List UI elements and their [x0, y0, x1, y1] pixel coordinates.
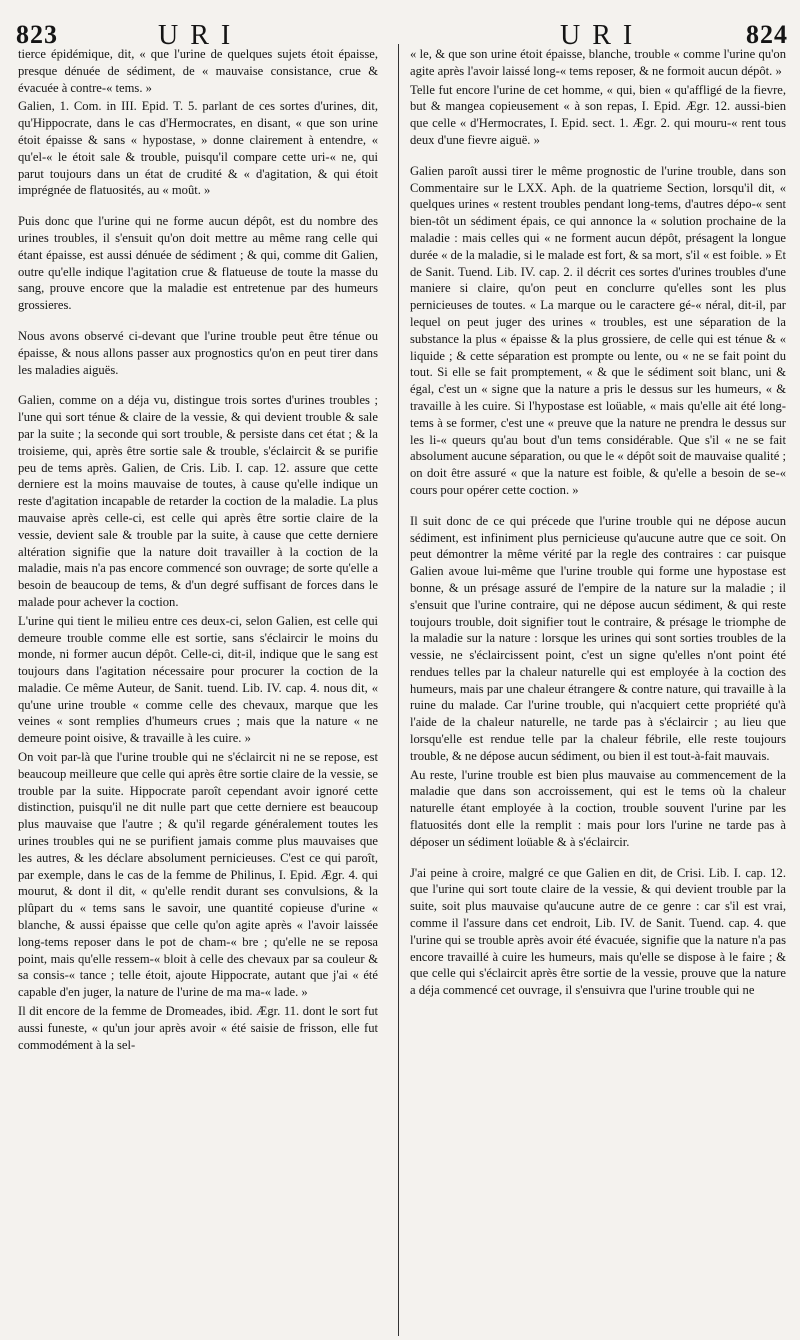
page-header [0, 10, 800, 51]
left-column [18, 46, 378, 1336]
paragraph: Au reste, l'urine trouble est bien plus mauvaise au commencement de la maladie que dans son accroissement, qui est le tems où la chaleur naturelle étant employée à la coction, trouble souvent l'urine par les flatuosités dont elle la remplit : mais pour lors l'urine ne tarde pas à déposer un sédiment loüable & à s'éclaircir. [410, 767, 786, 849]
left-page-number: 823 [16, 20, 58, 49]
paragraph: tierce épidémique, dit, « que l'urine de quelques sujets étoit épaisse, presque dénuée de sédiment, de « mauvaise consistance, crue & évacuée à contre-« tems. » [18, 47, 378, 95]
paragraph: L'urine qui tient le milieu entre ces deux-ci, selon Galien, est celle qui demeure trouble comme elle est sortie, sans s'éclaircir le moins du monde, ni former aucun dépôt. Celle-ci, dit-il, indique que le sang est toujours dans l'agitation nécessaire pour procurer la coction de la maladie. Ce même Auteur, de Sanit. tuend. Lib. IV. cap. 4. nous dit, « qu'une urine trouble « comme celle des chevaux, marque que les veines « sont remplies d'humeurs crues ; mais que la nature « ne demeure point oisive, & travaille à les cuire. » [18, 613, 378, 746]
left-running-head: URI [158, 20, 243, 51]
paragraph: Galien, comme on a déja vu, distingue trois sortes d'urines troubles ; l'une qui sort ténue & claire de la vessie, & qui devient trouble & sale par la suite ; la seconde qui sort trouble, & persiste dans cet état ; & la troisieme, qui, après être sortie sale & trouble, s'éclaircit & se purifie peu de tems après. Galien, de Cris. Lib. I. cap. 12. assure que cette derniere est la moins mauvaise de toutes, à cause qu'elle indique un reste d'agitation incapable de retarder la coction de la maladie. La plus mauvaise après celle-ci, est celle qui après être sortie claire de la vessie, devient sale & trouble par la suite, à cause que cette derniere altération signifie que la nature doit travailler à la coction de la maladie, mais n'a pas encore commencé son ouvrage; de sorte qu'elle a besoin de beaucoup de tems, & d'un degré suffisant de forces dans le malade pour achever la coction. [18, 393, 378, 609]
paragraph: Puis donc que l'urine qui ne forme aucun dépôt, est du nombre des urines troubles, il s'ensuit qu'on doit mettre au même rang celle qui étant épaisse, est aussi dénuée de sédiment ; & qui, comme dit Galien, outre qu'elle indique l'agitation crue & flatueuse de toute la masse du sang, prouve encore que la maladie est entretenue par des humeurs grossieres. [18, 214, 378, 313]
right-column [410, 46, 786, 1336]
paragraph: Galien paroît aussi tirer le même prognostic de l'urine trouble, dans son Commentaire sur le LXX. Aph. de la quatrieme Section, lorsqu'il dit, « quelques urines « restent troubles pendant long-tems, d'autres dépo-« sent bien-tôt un sédiment épais, ce qui annonce la « solution prochaine de la maladie : mais celles qui « ne forment aucun dépôt, présagent la longue durée « de la maladie, si le malade est fort, & sa mort, s'il « est foible. » Et de Sanit. Tuend. Lib. IV. cap. 2. il décrit ces sortes d'urines troubles d'une maniere si claire, qu'on peut en conclurre qu'elles sont les plus pernicieuses de toutes. « La marque ou le caractere gé-« néral, dit-il, par lequel on peut juger des urines « troubles, est une séparation de la substance la plus « épaisse & la plus grossiere, de celle qui est ténue & « liquide ; & cette séparation est prompte ou lente, ou « ne se fait point du tout. Si elle se fait promptement, « & que le sédiment soit blanc, uni & égal, c'est un « signe que la nature a pris le dessus sur les humeurs, « & travaille à les cuire. Si l'hypostase est loüable, « mais qu'elle ait été long-tems à se former, c'est une « preuve que la nature ne prendra le dessus sur les li-« queurs qu'au bout d'un tems considérable. Que s'il « ne se fait absolument aucune séparation, ou que le « dépôt soit de mauvaise qualité ; on doit être assuré « que la nature est foible, & qu'elle a besoin de se-« cours pour opérer cette coction. » [410, 163, 786, 497]
paragraph: Galien, 1. Com. in III. Epid. T. 5. parlant de ces sortes d'urines, dit, qu'Hippocrate, dans le cas d'Hermocrates, en disant, « que son urine étoit épaisse & sans « hypostase, » donne clairement à entendre, « qu'el-« le étoit sale & trouble, puisqu'il compare cette uri-« ne, qui parut toujours dans un état de crudité & « d'agitation, & qui étoit imprégnée de flatuosités, au « moût. » [18, 99, 378, 198]
right-page-number: 824 [746, 20, 788, 49]
paragraph: Nous avons observé ci-devant que l'urine trouble peut être ténue ou épaisse, & nous allons passer aux prognostics qu'on en peut tirer dans les maladies aiguës. [18, 328, 378, 377]
column-divider [398, 44, 399, 1336]
paragraph: J'ai peine à croire, malgré ce que Galien en dit, de Crisi. Lib. I. cap. 12. que l'urine qui sort toute claire de la vessie, & qui devient trouble par la suite, soit plus mauvaise qu'aucune autre de ce genre : car s'il est vrai, comme il l'assure dans cet endroit, Lib. IV. de Sanit. Tuend. cap. 4. que l'urine qui se trouble après avoir été évacuée, signifie que la nature n'a pas encore travaillé à cuire les humeurs, mais qu'elle se dispose à le faire ; & que celle qui s'éclaircit après être sortie de la vessie, prouve que la nature a déja commencé cet ouvrage, il s'ensuivra que l'urine trouble qui ne [410, 865, 786, 998]
paragraph: « le, & que son urine étoit épaisse, blanche, trouble « comme l'urine qu'on agite après l'avoir laissé long-« tems reposer, & ne formoit aucun dépôt. » [410, 47, 786, 78]
paragraph: On voit par-là que l'urine trouble qui ne s'éclaircit ni ne se repose, est beaucoup meilleure que celle qui après être sortie claire de la vessie, se trouble par la suite. Hippocrate paroît cependant avoir ignoré cette distinction, puisqu'il ne dit nulle part que cette derniere est beaucoup plus mauvaise que l'autre ; & qu'il regarde généralement toutes les urines troubles qui ne se purifient jamais comme plus mauvaises que les autres, & les déclare absolument pernicieuses. C'est ce qui paroît, par exemple, dans le cas de la femme de Philinus, I. Epid. Ægr. 4. qui mourut, & dont il dit, « qu'elle rendit durant ses convulsions, & la plûpart du « tems sans le savoir, une quantité copieuse d'urine « blanche, & aussi épaisse que celle qu'on agite après « l'avoir laissée long-tems reposer dans le pot de cham-« bre ; qu'elle ne se reposa point, mais qu'elle ressem-« bloit à celle des chevaux par sa couleur & sa consis-« tance ; telle étoit, ajoute Hippocrate, autant que j'ai « été capable d'en juger, la nature de l'urine de ma ma-« lade. » [18, 750, 378, 1000]
paragraph: Telle fut encore l'urine de cet homme, « qui, bien « qu'affligé de la fievre, but & mangea copieusement « à son repas, I. Epid. Ægr. 12. aussi-bien que celle « d'Hermocrates, I. Epid. sect. 1. Ægr. 2. qui mouru-« rent tous deux d'une fievre aiguë. » [410, 82, 786, 147]
right-running-head: URI [560, 20, 645, 51]
paragraph: Il suit donc de ce qui précede que l'urine trouble qui ne dépose aucun sédiment, est infiniment plus pernicieuse qu'aucune autre que ce soit. On peut démontrer la même vérité par la regle des contraires : car puisque Galien avoue lui-même que l'urine trouble qui forme une hypostase est bonne, & un présage assuré de l'empire de la nature sur la maladie ; il s'ensuit que l'urine contraire, qui ne dépose aucun sédiment, & qui reste toujours trouble, doit signifier tout le contraire, & présage le triomphe de la maladie sur la nature : lorsque les urines qui sont sorties troubles de la vessie, ne s'éclaircissent point, c'est un signe qu'elles n'ont point été rendues telles par la chaleur naturelle qui est employée à la coction des humeurs, mais par une chaleur étrangere & contre nature, qui travaille à la ruine du malade. Car l'urine trouble, qui n'acquiert cette propriété qu'à l'aide de la chaleur naturelle, ne tarde pas à s'éclaircir ; au lieu que lorsqu'elle est rendue telle par la chaleur fébrile, elle reste toujours trouble, & ne dépose aucun sédiment, ou bien il est tout-à-fait mauvais. [410, 513, 786, 763]
paragraph: Il dit encore de la femme de Dromeades, ibid. Ægr. 11. dont le sort fut aussi funeste, « qu'un jour après avoir « été saisie de frisson, elle fut commodément à la sel- [18, 1004, 378, 1052]
